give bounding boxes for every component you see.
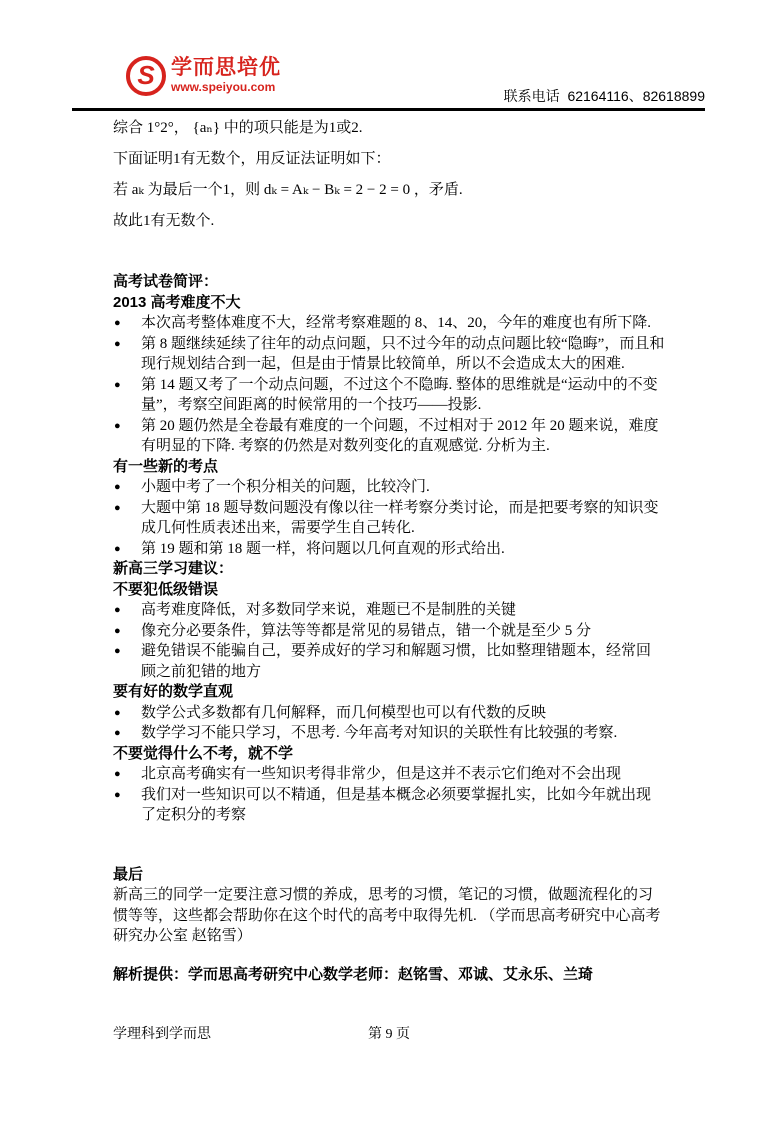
brand-logo (126, 56, 281, 96)
proof-line: 综合 1°2°， {aₙ} 中的项只能是为1或2. (113, 120, 363, 136)
proof-line: 故此1有无数个. (113, 213, 215, 229)
closing-heading: 最后 (113, 865, 144, 883)
closing-paragraph: 新高三的同学一定要注意习惯的养成，思考的习惯，笔记的习惯，做题流程化的习惯等等，这些都会帮助你在这个时代的高考中取得先机. （学而思高考研究中心高考研究办公室 赵铭雪） (113, 887, 661, 944)
bullet-text: 本次高考整体难度不大，经常考察难题的 8、14、20，今年的难度也有所下降. (141, 315, 652, 331)
bullet-text: 我们对一些知识可以不精通，但是基本概念必须要掌握扎实，比如今年就出现了定积分的考察 (141, 786, 652, 823)
bullet-text: 数学学习不能只学习，不思考. 今年高考对知识的关联性有比较强的考察. (141, 725, 618, 741)
proof-line: 若 aₖ 为最后一个1，则 dₖ = Aₖ − Bₖ = 2 − 2 = 0 ，矛盾. (113, 182, 463, 198)
section-heading-math-intuition: 要有好的数学直观 (113, 683, 234, 700)
bullet-text: 高考难度降低，对多数同学来说，难题已不是制胜的关键 (141, 602, 517, 618)
bullet-text: 避免错误不能骗自己，要养成好的学习和解题习惯，比如整理错题本，经常回顾之前犯错的地方 (141, 643, 652, 680)
bullet-text: 第 8 题继续延续了往年的动点问题，只不过今年的动点问题比较“隐晦”，而且和现行规划结合到一起，但是由于情景比较简单，所以不会造成太大的困难. (141, 335, 665, 372)
bullet-list (113, 764, 665, 826)
bullet-item (113, 723, 665, 744)
bullet-item (113, 313, 665, 334)
bullet-item (113, 498, 665, 539)
bullet-text: 第 19 题和第 18 题一样，将问题以几何直观的形式给出. (141, 540, 505, 557)
header-divider (72, 108, 705, 111)
bullet-list (113, 703, 665, 744)
bullet-list (113, 477, 665, 559)
bullet-item (113, 785, 665, 826)
page-number: 第 9 页 (368, 1027, 410, 1042)
bullet-list (113, 600, 665, 682)
section-heading-difficulty: 2013 高考难度不大 (113, 293, 241, 311)
bullet-item (113, 375, 665, 416)
logo-s-letter: S (137, 60, 155, 90)
bullet-item (113, 600, 665, 621)
bullet-item (113, 539, 665, 560)
bullet-text: 第 20 题仍然是全卷最有难度的一个问题，不过相对于 2012 年 20 题来说，难度有明显的下降. 考察的仍然是对数列变化的直观感觉. 分析为主. (141, 417, 659, 454)
credits-line: 解析提供：学而思高考研究中心数学老师：赵铭雪、邓诚、艾永乐、兰琦 (113, 965, 594, 983)
section-heading-dont-skip-topics: 不要觉得什么不考，就不学 (113, 744, 294, 762)
brand-logo-icon (126, 56, 166, 96)
brand-logo-text (171, 56, 281, 94)
bullet-item (113, 416, 665, 457)
bullet-item (113, 621, 665, 642)
contact-phone: 联系电话 62164116、82618899 (503, 88, 705, 104)
bullet-list (113, 313, 665, 457)
bullet-text: 大题中第 18 题导数问题没有像以往一样考察分类讨论，而是把要考察的知识变成几何性质表述出来，需要学生自己转化. (141, 499, 659, 536)
footer-slogan: 学理科到学而思 (113, 1027, 211, 1042)
bullet-item (113, 334, 665, 375)
bullet-text: 北京高考确实有一些知识考得非常少，但是这并不表示它们绝对不会出现 (141, 766, 622, 782)
document-body (113, 118, 665, 985)
bullet-text: 第 14 题又考了一个动点问题，不过这个不隐晦. 整体的思维就是“运动中的不变量”，考察空间距离的时候常用的一个技巧——投影. (141, 376, 658, 413)
brand-website: www.speiyou.com (171, 80, 276, 94)
bullet-item (113, 703, 665, 724)
proof-line: 下面证明1有无数个，用反证法证明如下： (113, 151, 391, 167)
section-heading-no-silly-mistakes: 不要犯低级错误 (113, 580, 219, 598)
bullet-item (113, 477, 665, 498)
bullet-text: 像充分必要条件，算法等等都是常见的易错点，错一个就是至少 5 分 (141, 622, 592, 639)
bullet-text: 小题中考了一个积分相关的问题，比较冷门. (141, 479, 430, 495)
section-heading-new-topics: 有一些新的考点 (113, 457, 219, 475)
review-title: 高考试卷简评： (113, 273, 219, 290)
bullet-item (113, 764, 665, 785)
brand-name: 学而思培优 (171, 56, 281, 79)
advice-title: 新高三学习建议： (113, 560, 234, 577)
bullet-item (113, 641, 665, 682)
bullet-text: 数学公式多数都有几何解释，而几何模型也可以有代数的反映 (141, 704, 547, 721)
